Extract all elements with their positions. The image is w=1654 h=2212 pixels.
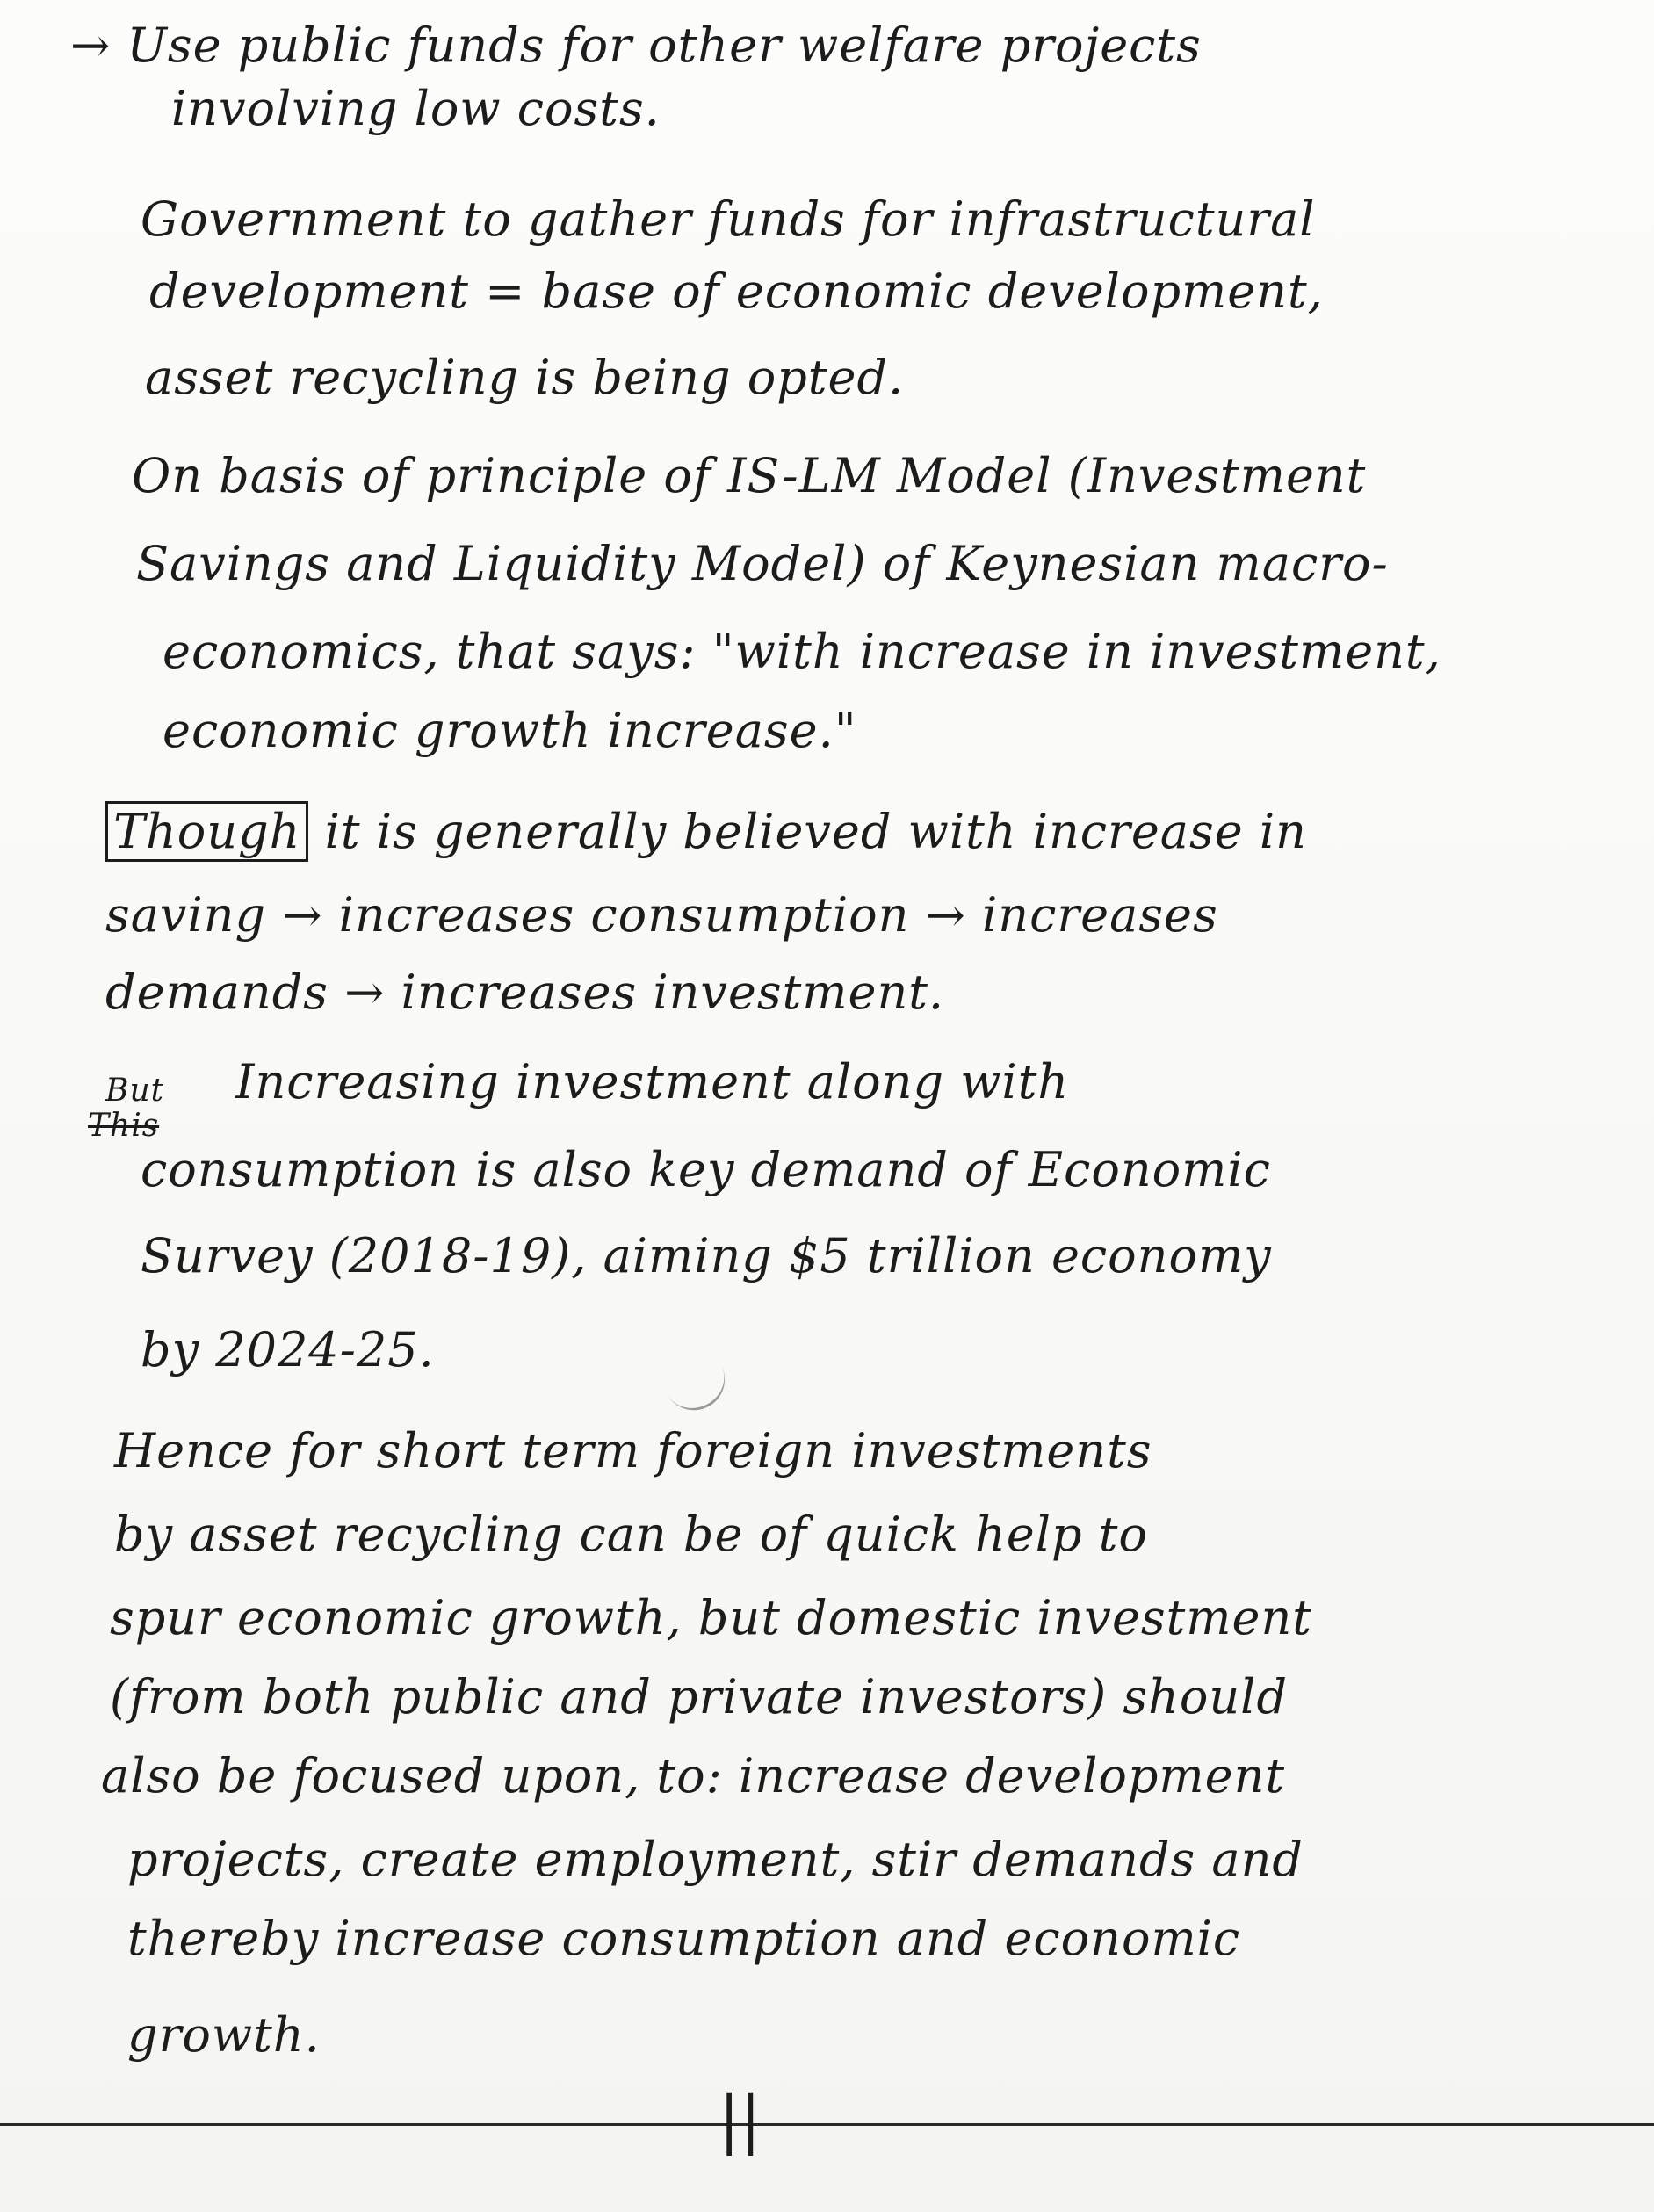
note-line-9: economic growth increase." xyxy=(163,703,857,758)
note-line-22: projects, create employment, stir demands and xyxy=(127,1832,1304,1887)
note-line-19: spur economic growth, but domestic investment xyxy=(110,1590,1312,1645)
page-end-mark: || xyxy=(719,2082,762,2156)
faint-pencil-mark xyxy=(661,1354,736,1420)
note-line-13-text: Increasing investment along with xyxy=(235,1054,1070,1110)
note-line-6: On basis of principle of IS-LM Model (Investment xyxy=(132,448,1367,503)
note-line-7: Savings and Liquidity Model) of Keynesian macro- xyxy=(136,536,1389,591)
note-line-20: (from both public and private investors) should xyxy=(110,1669,1289,1724)
note-line-8: economics, that says: "with increase in investment, xyxy=(163,624,1441,679)
note-line-10 xyxy=(105,804,1307,860)
note-line-21: also be focused upon, to: increase development xyxy=(101,1748,1286,1804)
note-line-14: consumption is also key demand of Economic xyxy=(141,1142,1271,1197)
note-line-24: growth. xyxy=(127,2007,321,2063)
note-line-17: Hence for short term foreign investments xyxy=(114,1423,1152,1478)
note-line-4: development = base of economic development, xyxy=(149,264,1324,319)
page-divider xyxy=(0,2123,1654,2126)
note-line-23: thereby increase consumption and economic xyxy=(127,1911,1241,1966)
note-line-2: involving low costs. xyxy=(171,81,661,136)
note-line-12: demands → increases investment. xyxy=(105,965,945,1020)
note-line-3: Government to gather funds for infrastructural xyxy=(141,192,1316,247)
note-line-18: by asset recycling can be of quick help to xyxy=(114,1507,1148,1562)
note-line-1: → Use public funds for other welfare projects xyxy=(70,18,1202,73)
note-line-11: saving → increases consumption → increases xyxy=(105,887,1218,943)
boxed-word: Though xyxy=(105,801,308,862)
note-line-16: by 2024-25. xyxy=(141,1322,435,1377)
note-line-15: Survey (2018-19), aiming $5 trillion economy xyxy=(141,1228,1272,1283)
inserted-word: But xyxy=(105,1073,165,1109)
note-line-10-text: it is generally believed with increase in xyxy=(324,804,1307,859)
note-line-13 xyxy=(88,1054,1070,1144)
struck-word: This xyxy=(88,1108,160,1144)
note-line-5: asset recycling is being opted. xyxy=(145,350,905,405)
